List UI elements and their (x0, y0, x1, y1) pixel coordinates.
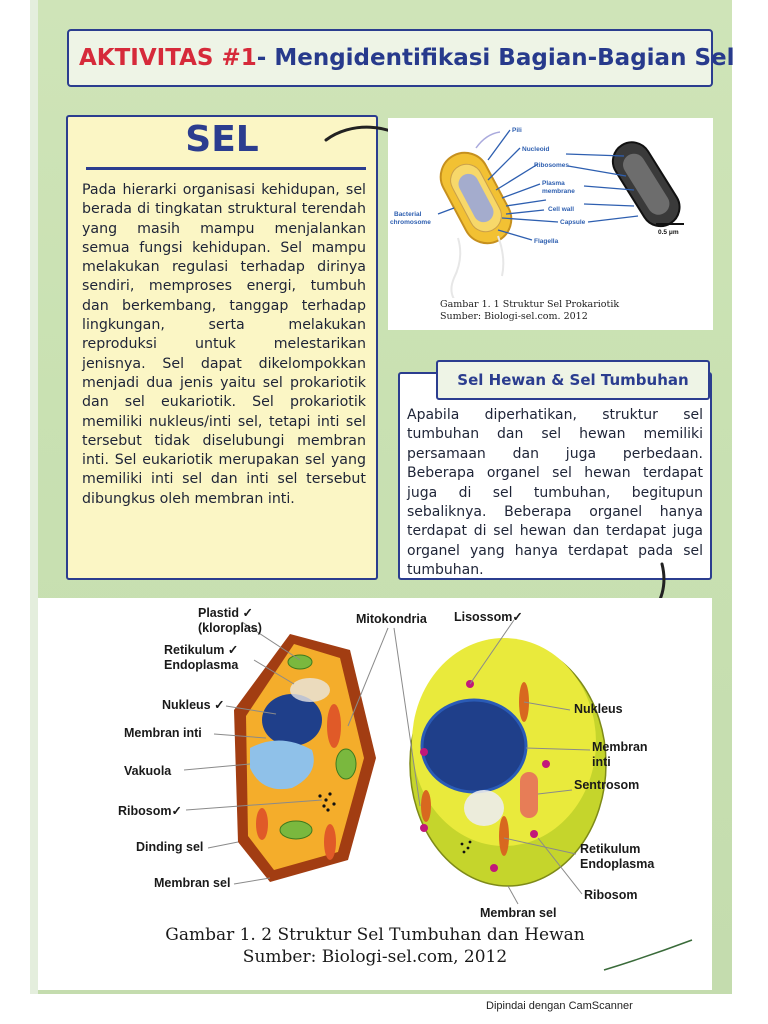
label-plasma: Plasma (542, 180, 565, 187)
hewan-tumbuhan-paragraph: Apabila diperhatikan, struktur sel tumbuhan dan sel hewan memiliki persamaan dan juga perbedaan. Beberapa organel sel hewan terdapat juga di sel tumbuhan, begitupun sebaliknya. Beberapa organel hanya terdapat di sel hewan dan terdapat juga organel yang hanya terdapat pada sel tumbuhan. (407, 407, 703, 579)
label-retikulum-animal: Retikulum (580, 842, 641, 856)
label-membran-sel-animal: Membran sel (480, 906, 557, 920)
label-ribosom-animal: Ribosom (584, 888, 638, 902)
label-ribosomes: Ribosomes (534, 162, 570, 169)
sel-heading: SEL (185, 119, 259, 160)
eukaryote-caption-source: Sumber: Biologi-sel.com, 2012 (242, 947, 508, 967)
scale-bar-label: 0.5 μm (658, 229, 679, 236)
label-cellwall: Cell wall (548, 206, 575, 213)
label-nukleus-animal: Nukleus (574, 702, 623, 716)
label-inti-animal: inti (592, 755, 611, 769)
plant-cell (234, 634, 376, 882)
label-kloroplas: (kloroplas) (198, 621, 262, 635)
label-membran-inti-plant: Membran inti (124, 726, 202, 740)
prokaryote-diagram (388, 118, 713, 298)
scanner-watermark: Dipindai dengan CamScanner (486, 1000, 633, 1012)
label-flagella: Flagella (534, 238, 559, 245)
prokaryote-caption (440, 299, 619, 323)
label-bacterial: Bacterial (394, 211, 422, 218)
label-plastid: Plastid ✓ (198, 606, 253, 620)
prokaryote-caption-source: Sumber: Biologi-sel.com. 2012 (440, 311, 588, 322)
label-membrane: membrane (542, 188, 575, 195)
label-mitokondria: Mitokondria (356, 612, 427, 626)
sel-paragraph: Pada hierarki organisasi kehidupan, sel berada di tingkatan struktural terendah yang masih mampu menjalankan semua fungsi kehidupan. Sel mampu melakukan regulasi terhadap dirinya sendiri, memproses energi, tumbuh dan berkembang, tanggap terhadap lingkungan, serta melakukan reproduksi untuk melestarikan jenisnya. Sel dapat dikelompokkan menjadi dua jenis yaitu sel prokariotik dan sel eukariotik. Sel prokariotik memiliki nukleus/inti sel, tetapi inti sel tersebut tidak diselubungi membran inti. Sel eukariotik merupakan sel yang memiliki inti sel dan inti sel tersebut dibungkus oleh membran inti. (82, 182, 366, 507)
prokaryote-caption-title: Gambar 1. 1 Struktur Sel Prokariotik (440, 299, 620, 310)
label-sentrosom: Sentrosom (574, 778, 640, 792)
prokaryote-figure (388, 118, 713, 330)
sel-info-box (66, 115, 378, 580)
label-endoplasma-animal: Endoplasma (580, 857, 655, 871)
animal-cell (410, 638, 606, 886)
label-capsule: Capsule (560, 219, 586, 226)
activity-number: AKTIVITAS #1 (79, 45, 257, 71)
label-nucleoid: Nucleoid (522, 146, 550, 153)
bacterium-illustration (432, 132, 519, 298)
eukaryote-figure (38, 598, 712, 990)
hewan-tumbuhan-heading: Sel Hewan & Sel Tumbuhan (436, 360, 710, 400)
label-vakuola: Vakuola (124, 764, 172, 778)
pen-stroke-icon (600, 936, 700, 976)
label-lisosom: Lisossom✓ (454, 610, 523, 624)
label-ribosom-plant: Ribosom✓ (118, 804, 182, 818)
label-pili: Pili (512, 127, 522, 134)
hewan-tumbuhan-box (398, 372, 712, 580)
activity-title (67, 29, 735, 87)
label-dinding-sel: Dinding sel (136, 840, 204, 854)
page-edge (30, 0, 38, 994)
label-chromosome: chromosome (390, 219, 431, 226)
label-endoplasma-plant: Endoplasma (164, 658, 239, 672)
label-membran-animal: Membran (592, 740, 648, 754)
label-retikulum-plant: Retikulum ✓ (164, 643, 239, 657)
label-nukleus-plant: Nukleus ✓ (162, 698, 225, 712)
eukaryote-caption-title: Gambar 1. 2 Struktur Sel Tumbuhan dan Hewan (165, 925, 585, 945)
activity-heading: - Mengidentifikasi Bagian-Bagian Sel (256, 45, 735, 71)
label-membran-sel-plant: Membran sel (154, 876, 231, 890)
